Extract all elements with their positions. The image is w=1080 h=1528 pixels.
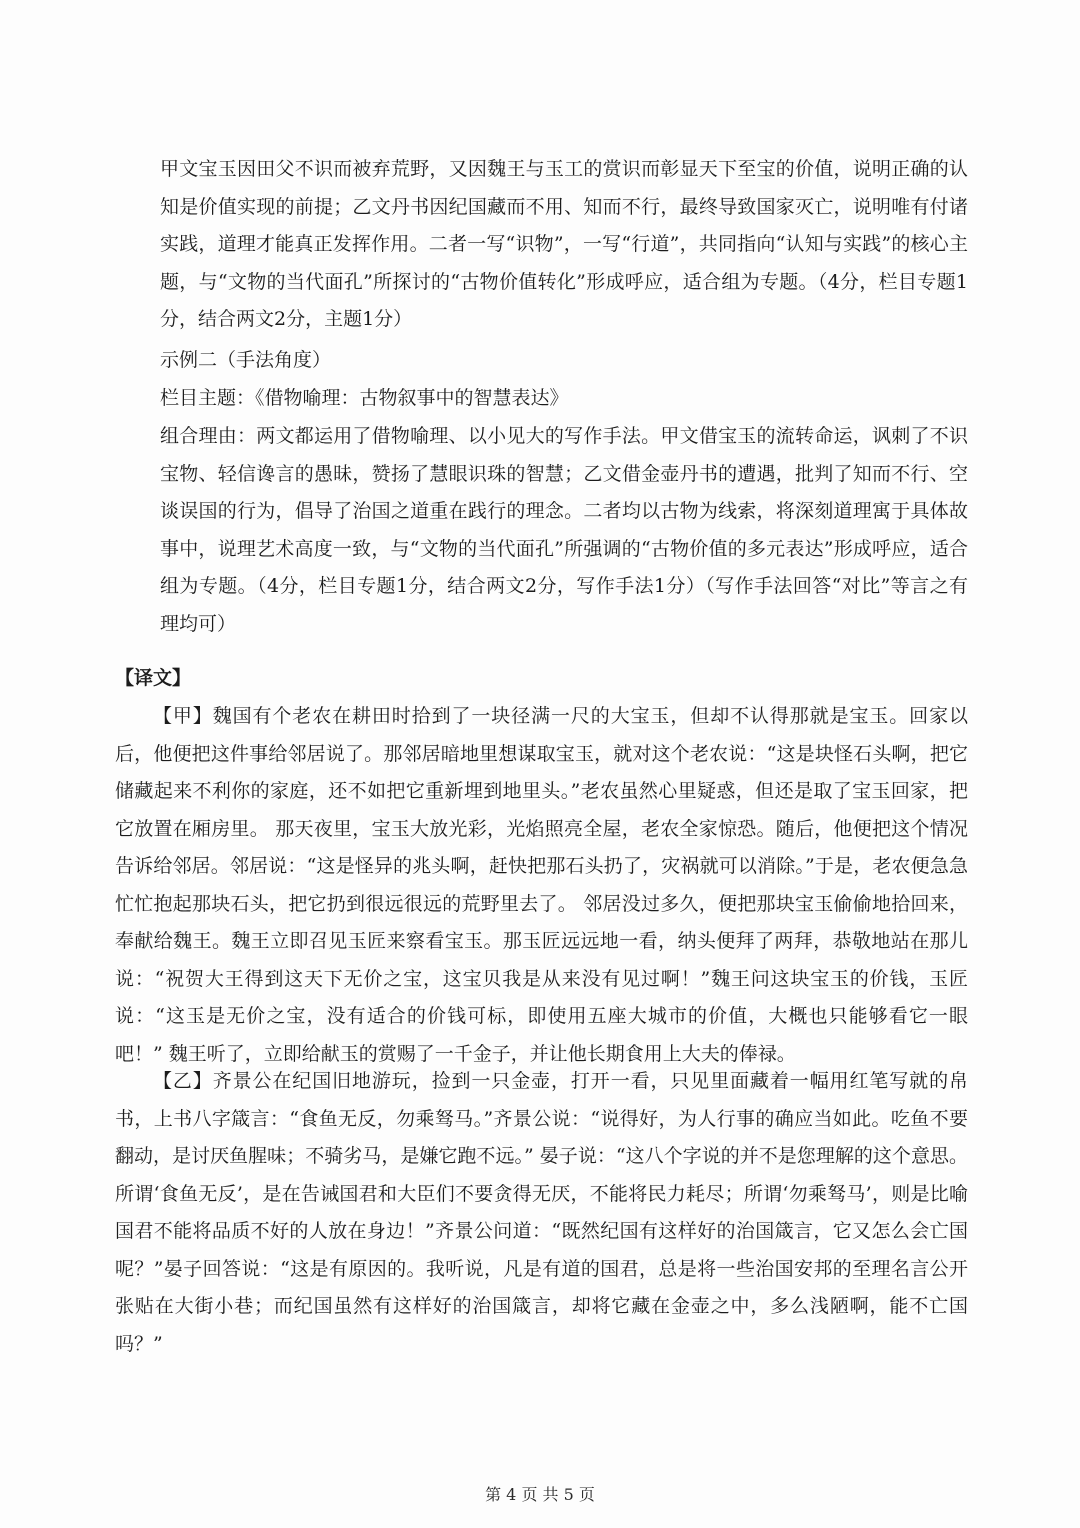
page-number: 第 4 页 共 5 页 — [485, 1485, 595, 1504]
translation-jia: 【甲】魏国有个老农在耕田时拾到了一块径满一尺的大宝玉，但却不认得那就是宝玉。回家以后，他便把这件事给邻居说了。那邻居暗地里想谋取宝玉，就对这个老农说：“这是块怪石头啊，把它储藏起来不利你的家庭，还不如把它重新埋到地里头。”老农虽然心里疑惑，但还是取了宝玉回家，把它放置在厢房里。 那天夜里，宝玉大放光彩，光焰照亮全屋，老农全家惊恐。随后，他便把这个情况告诉给邻居。邻居说：“这是怪异的兆头啊，赶快把那石头扔了，灾祸就可以消除。”于是，老农便急急忙忙抱起那块石头，把它扔到很远很远的荒野里去了。 邻居没过多久，便把那块宝玉偷偷地拾回来，奉献给魏王。魏王立即召见玉匠来察看宝玉。那玉匠远远地一看，纳头便拜了两拜，恭敬地站在那儿说：“祝贺大王得到这天下无价之宝，这宝贝我是从来没有见过啊！”魏王问这块宝玉的价钱，玉匠说：“这玉是无价之宝，没有适合的价钱可标，即使用五座大城市的价值，大概也只能够看它一眼吧！” 魏王听了，立即给献玉的赏赐了一千金子，并让他长期食用上大夫的俸禄。 — [115, 705, 968, 1065]
combination-reason: 组合理由：两文都运用了借物喻理、以小见大的写作手法。甲文借宝玉的流转命运，讽刺了不识宝物、轻信谗言的愚昧，赞扬了慧眼识珠的智慧；乙文借金壶丹书的遭遇，批判了知而不行、空谈误国的行为，倡导了治国之道重在践行的理念。二者均以古物为线索，将深刻道理寓于具体故事中，说理艺术高度一致，与“文物的当代面孔”所强调的“古物价值的多元表达”形成呼应，适合组为专题。（4分，栏目专题1分，结合两文2分，写作手法1分）（写作手法回答“对比”等言之有理均可） — [160, 425, 968, 635]
translation-yi: 【乙】齐景公在纪国旧地游玩，捡到一只金壶，打开一看，只见里面藏着一幅用红笔写就的帛书，上书八字箴言：“食鱼无反，勿乘驽马。”齐景公说：“说得好，为人行事的确应当如此。吃鱼不要翻动，是讨厌鱼腥味；不骑劣马，是嫌它跑不远。” 晏子说：“这八个字说的并不是您理解的这个意思。所谓‘食鱼无反’，是在告诫国君和大臣们不要贪得无厌，不能将民力耗尽；所谓‘勿乘驽马’，则是比喻国君不能将品质不好的人放在身边！”齐景公问道：“既然纪国有这样好的治国箴言，它又怎么会亡国呢？”晏子回答说：“这是有原因的。我听说，凡是有道的国君，总是将一些治国安邦的至理名言公开张贴在大街小巷；而纪国虽然有这样好的治国箴言，却将它藏在金壶之中，多么浅陋啊，能不亡国吗？” — [115, 1070, 968, 1355]
translation-heading: 【译文】 — [115, 667, 192, 689]
example-heading: 示例二（手法角度） — [160, 349, 332, 371]
analysis-paragraph: 甲文宝玉因田父不识而被弃荒野，又因魏王与玉工的赏识而彰显天下至宝的价值，说明正确的认知是价值实现的前提；乙文丹书因纪国藏而不用、知而不行，最终导致国家灭亡，说明唯有付诸实践，道理才能真正发挥作用。二者一写“识物”，一写“行道”，共同指向“认知与实践”的核心主题，与“文物的当代面孔”所探讨的“古物价值转化”形成呼应，适合组为专题。（4分，栏目专题1分，结合两文2分，主题1分） — [160, 158, 968, 330]
column-theme: 栏目主题：《借物喻理：古物叙事中的智慧表达》 — [160, 387, 569, 409]
